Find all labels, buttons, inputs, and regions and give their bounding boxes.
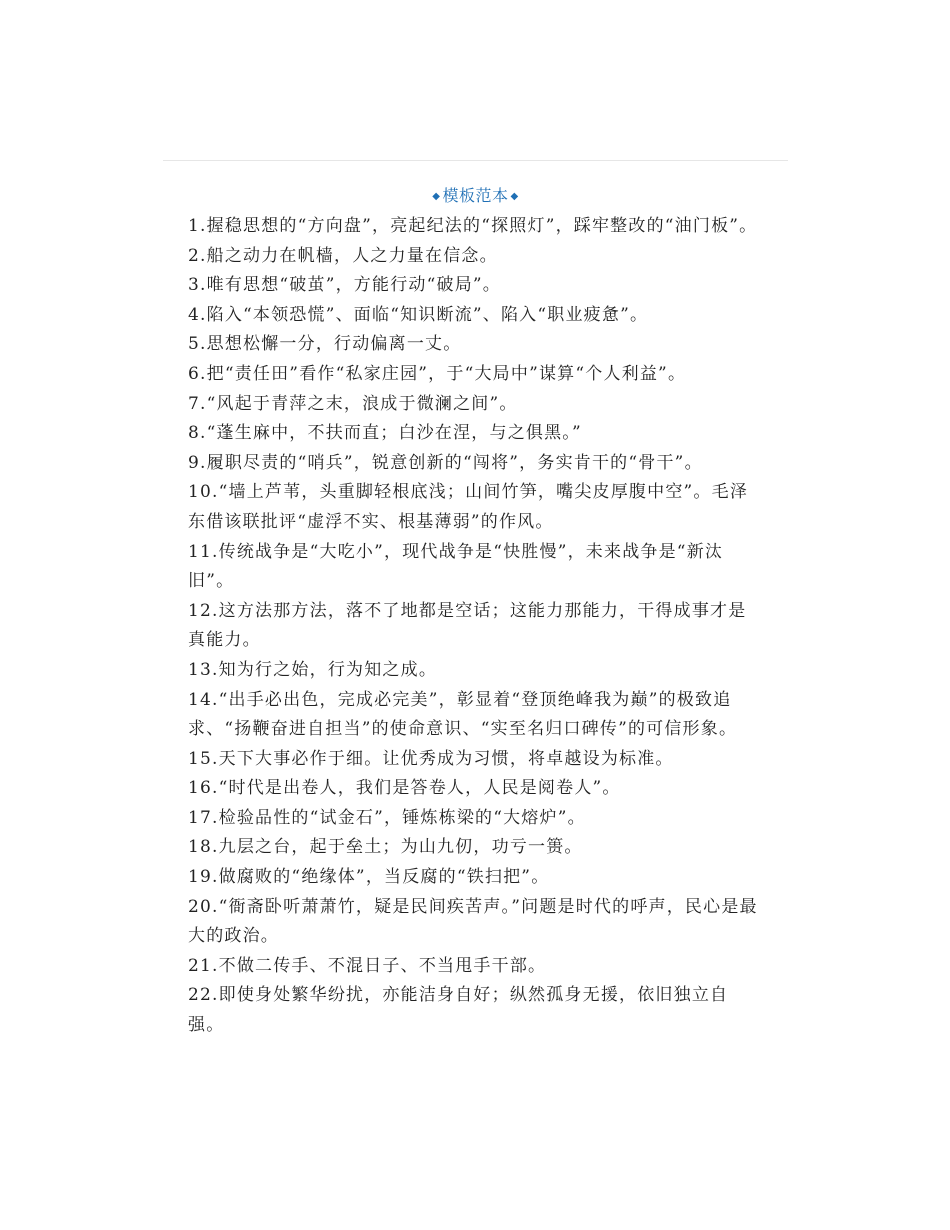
section-heading bbox=[163, 184, 788, 211]
list-item: 3.唯有思想“破茧”，方能行动“破局”。 bbox=[188, 275, 501, 296]
quote-list bbox=[188, 212, 763, 1041]
list-item: 11.传统战争是“大吃小”，现代战争是“快胜慢”，未来战争是“新汰旧”。 bbox=[188, 541, 724, 592]
list-item: 1.握稳思想的“方向盘”，亮起纪法的“探照灯”，踩牢整改的“油门板”。 bbox=[188, 216, 758, 236]
section-heading-title: 模板范本 bbox=[442, 186, 509, 205]
list-item: 18.九层之台，起于垒土；为山九仞，功亏一篑。 bbox=[188, 837, 583, 858]
list-item: 9.履职尽责的“哨兵”，锐意创新的“闯将”，务实肯干的“骨干”。 bbox=[188, 452, 703, 473]
list-item: 4.陷入“本领恐慌”、面临“知识断流”、陷入“职业疲惫”。 bbox=[188, 304, 649, 325]
list-item: 22.即使身处繁华纷扰，亦能洁身自好；纵然孤身无援，依旧独立自强。 bbox=[188, 985, 729, 1036]
list-item: 12.这方法那方法，落不了地都是空话；这能力那能力，干得成事才是真能力。 bbox=[188, 600, 747, 651]
diamond-left-icon: ◆ bbox=[432, 191, 441, 202]
top-divider bbox=[163, 160, 788, 161]
list-item: 17.检验品性的“试金石”，锤炼栋梁的“大熔炉”。 bbox=[188, 807, 586, 828]
list-item: 16.“时代是出卷人，我们是答卷人，人民是阅卷人”。 bbox=[188, 778, 621, 799]
list-item: 13.知为行之始，行为知之成。 bbox=[188, 659, 438, 680]
list-item: 2.船之动力在帆樯，人之力量在信念。 bbox=[188, 245, 498, 266]
list-item: 15.天下大事必作于细。让优秀成为习惯，将卓越设为标准。 bbox=[188, 748, 674, 769]
list-item: 19.做腐败的“绝缘体”，当反腐的“铁扫把”。 bbox=[188, 867, 550, 888]
list-item: 6.把“责任田”看作“私家庄园”，于“大局中”谋算“个人利益”。 bbox=[188, 363, 687, 384]
list-item: 8.“蓬生麻中，不扶而直；白沙在涅，与之俱黑。” bbox=[188, 423, 582, 444]
list-item: 21.不做二传手、不混日子、不当甩手干部。 bbox=[188, 955, 547, 976]
list-item: 14.“出手必出色，完成必完美”，彰显着“登顶绝峰我为巅”的极致追求、“扬鞭奋进自担当”的使命意识、“实至名归口碑传”的可信形象。 bbox=[188, 689, 738, 740]
diamond-right-icon: ◆ bbox=[510, 191, 519, 202]
list-item: 20.“衙斋卧听萧萧竹，疑是民间疾苦声。”问题是时代的呼声，民心是最大的政治。 bbox=[188, 896, 758, 947]
list-item: 5.思想松懈一分，行动偏离一丈。 bbox=[188, 334, 462, 355]
list-item: 10.“墙上芦苇，头重脚轻根底浅；山间竹笋，嘴尖皮厚腹中空”。毛泽东借该联批评“虚浮不实、根基薄弱”的作风。 bbox=[188, 482, 749, 532]
list-item: 7.“风起于青萍之末，浪成于微澜之间”。 bbox=[188, 393, 518, 414]
